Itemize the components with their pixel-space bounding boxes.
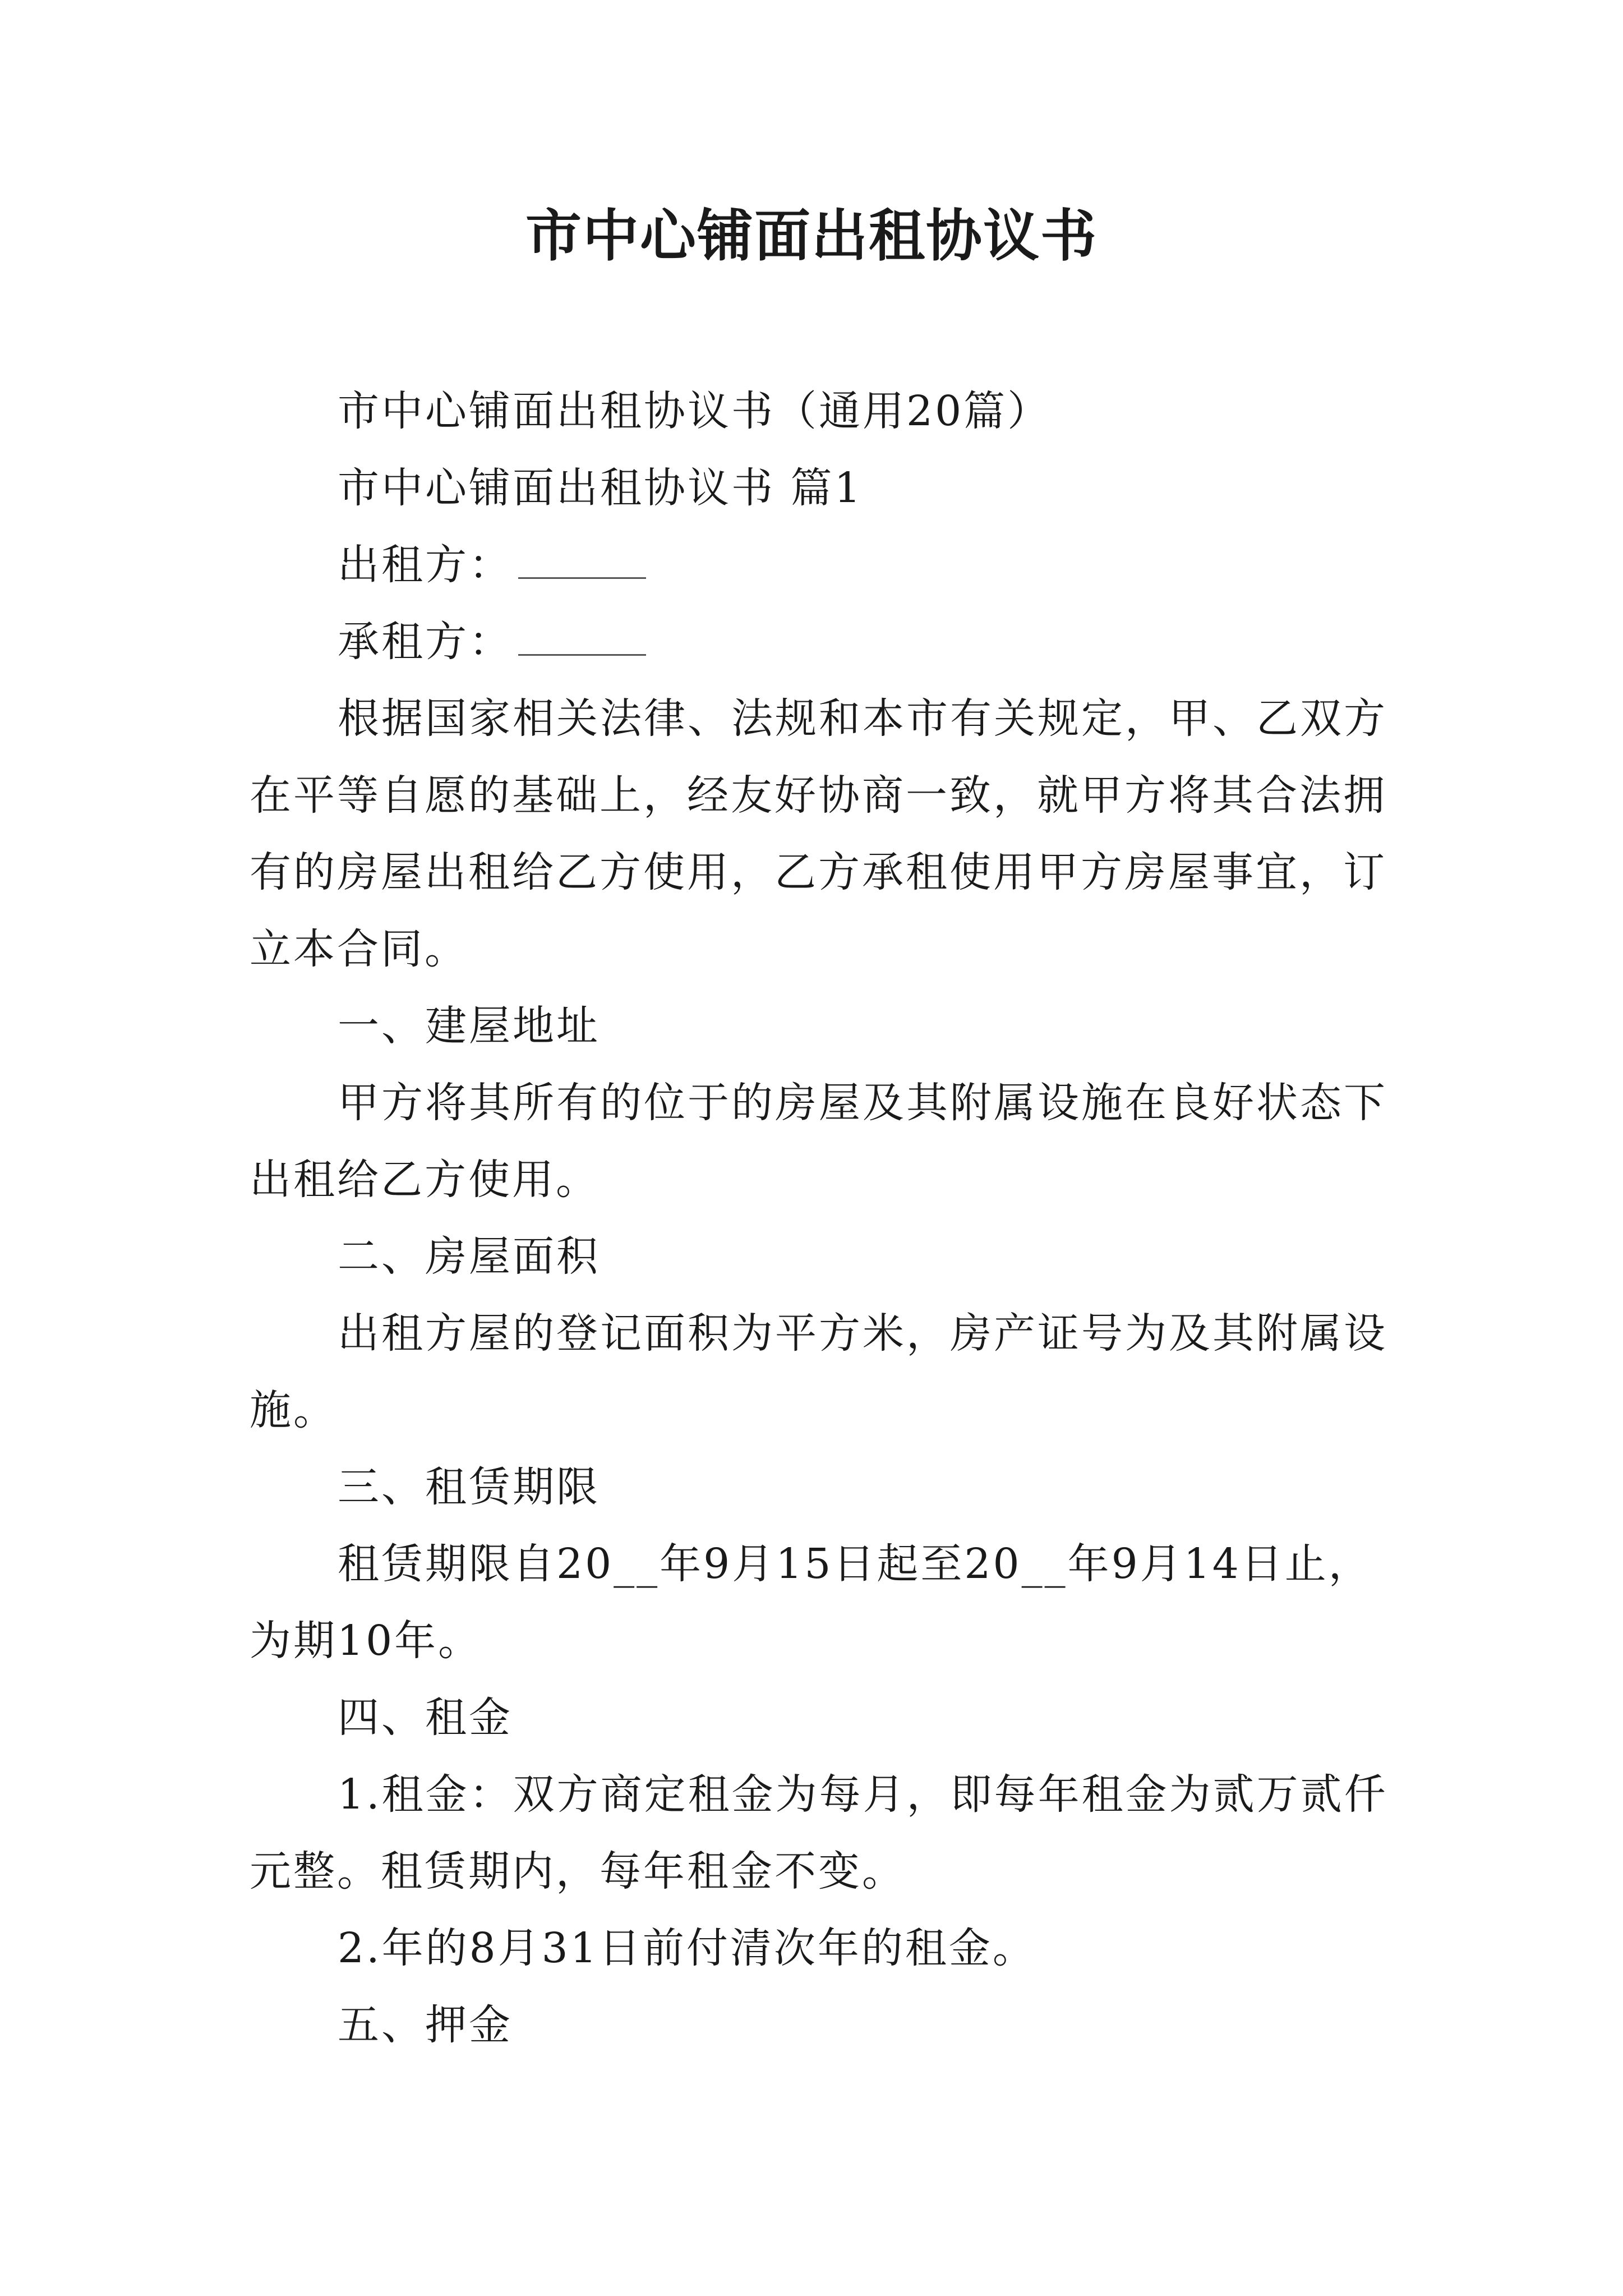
section-heading: 三、租赁期限 [338,1463,600,1511]
section-paragraph: 出租方屋的登记面积为平方米，房产证号为及其附属设施。 [250,1309,1387,1434]
section-heading: 一、建屋地址 [338,1002,600,1050]
lessor-line [250,527,1394,604]
lessor-blank [518,546,646,579]
lessee-label: 承租方： [338,618,513,666]
lessee-blank [518,623,646,656]
document-subtitle: 市中心铺面出租协议书（通用20篇） [338,387,1052,435]
intro-paragraph: 根据国家相关法律、法规和本市有关规定，甲、乙双方在平等自愿的基础上，经友好协商一致，就甲方将其合法拥有的房屋出租给乙方使用，乙方承租使用甲方房屋事宜，订立本合同。 [250,694,1387,973]
section-paragraph: 1.租金：双方商定租金为每月，即每年租金为贰万贰仟元整。租赁期内，每年租金不变。 [250,1770,1388,1895]
section-heading: 二、房屋面积 [338,1232,600,1281]
document-body [250,373,1394,2064]
section-heading: 四、租金 [338,1694,513,1742]
lessee-line [250,604,1394,680]
lessor-label: 出租方： [338,541,513,589]
section-paragraph: 甲方将其所有的位于的房屋及其附属设施在良好状态下出租给乙方使用。 [250,1079,1387,1204]
section-paragraph: 2.年的8月31日前付清次年的租金。 [338,1924,1036,1972]
part-heading: 市中心铺面出租协议书 篇1 [338,464,863,512]
section-paragraph: 租赁期限自20__年9月15日起至20__年9月14日止，为期10年。 [250,1540,1372,1665]
document-title: 市中心铺面出租协议书 [525,203,1098,269]
section-heading: 五、押金 [338,2001,513,2049]
